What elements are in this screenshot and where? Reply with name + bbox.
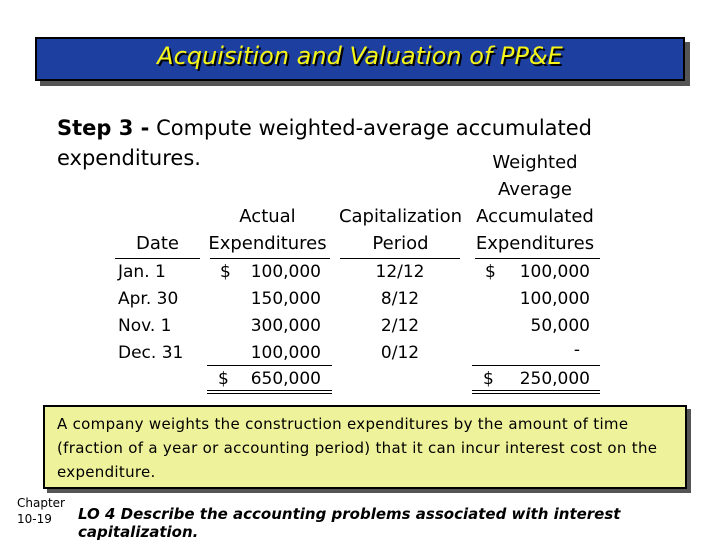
header-weighted-2: Average bbox=[498, 179, 572, 200]
row1-actual: 100,000 bbox=[250, 262, 321, 282]
row2-weighted: 100,000 bbox=[519, 289, 590, 309]
row3-actual: 300,000 bbox=[250, 316, 321, 336]
row4-date: Dec. 31 bbox=[118, 343, 184, 363]
row4-weighted: - bbox=[573, 340, 580, 360]
header-underline-weighted bbox=[475, 258, 600, 259]
chapter-line1: Chapter bbox=[17, 496, 65, 510]
header-underline-cap bbox=[340, 258, 460, 259]
header-date: Date bbox=[135, 233, 180, 254]
header-cap-2: Period bbox=[372, 233, 429, 254]
note-box bbox=[43, 405, 687, 489]
header-cap-1: Capitalization bbox=[338, 206, 463, 227]
row1-period: 12/12 bbox=[375, 262, 425, 282]
header-actual-1: Actual bbox=[239, 206, 296, 227]
row3-weighted: 50,000 bbox=[530, 316, 590, 336]
total-weighted: 250,000 bbox=[519, 369, 590, 389]
chapter-label bbox=[17, 495, 65, 527]
row4-actual: 100,000 bbox=[250, 343, 321, 363]
row3-date: Nov. 1 bbox=[118, 316, 172, 336]
row2-date: Apr. 30 bbox=[118, 289, 179, 309]
total-line-actual bbox=[207, 365, 332, 366]
header-actual-2: Expenditures bbox=[208, 233, 327, 254]
header-underline-actual bbox=[210, 258, 330, 259]
double-line-weighted-2 bbox=[472, 393, 600, 394]
row1-date: Jan. 1 bbox=[118, 262, 166, 282]
total-actual-dollar: $ bbox=[218, 369, 229, 389]
step-text-continued: expenditures. bbox=[57, 146, 201, 170]
header-weighted-3: Accumulated bbox=[476, 206, 594, 227]
title-banner bbox=[35, 37, 685, 81]
row2-actual: 150,000 bbox=[250, 289, 321, 309]
double-line-actual-1 bbox=[207, 390, 332, 391]
step-text: Compute weighted-average accumulated bbox=[156, 116, 593, 140]
row1-weighted: 100,000 bbox=[519, 262, 590, 282]
total-line-weighted bbox=[472, 365, 600, 366]
slide-title: Acquisition and Valuation of PP&E bbox=[157, 42, 563, 70]
learning-objective: LO 4 Describe the accounting problems associated with interest capitalization. bbox=[78, 505, 621, 541]
row3-period: 2/12 bbox=[380, 316, 420, 336]
row1-weighted-dollar: $ bbox=[485, 262, 496, 282]
double-line-actual-2 bbox=[207, 393, 332, 394]
total-actual: 650,000 bbox=[250, 369, 321, 389]
step-label: Step 3 - bbox=[57, 116, 150, 140]
header-weighted-4: Expenditures bbox=[475, 233, 595, 254]
chapter-line2: 10-19 bbox=[17, 512, 52, 526]
row2-period: 8/12 bbox=[380, 289, 420, 309]
double-line-weighted-1 bbox=[472, 390, 600, 391]
header-weighted-1: Weighted bbox=[492, 152, 578, 173]
row4-period: 0/12 bbox=[380, 343, 420, 363]
step-heading bbox=[57, 112, 592, 144]
note-text: A company weights the construction expenditures by the amount of time (fraction of a year or accounting period) that it can incur interest cost on the expenditure. bbox=[57, 415, 658, 481]
row1-actual-dollar: $ bbox=[220, 262, 231, 282]
total-weighted-dollar: $ bbox=[483, 369, 494, 389]
header-underline-date bbox=[115, 258, 200, 259]
